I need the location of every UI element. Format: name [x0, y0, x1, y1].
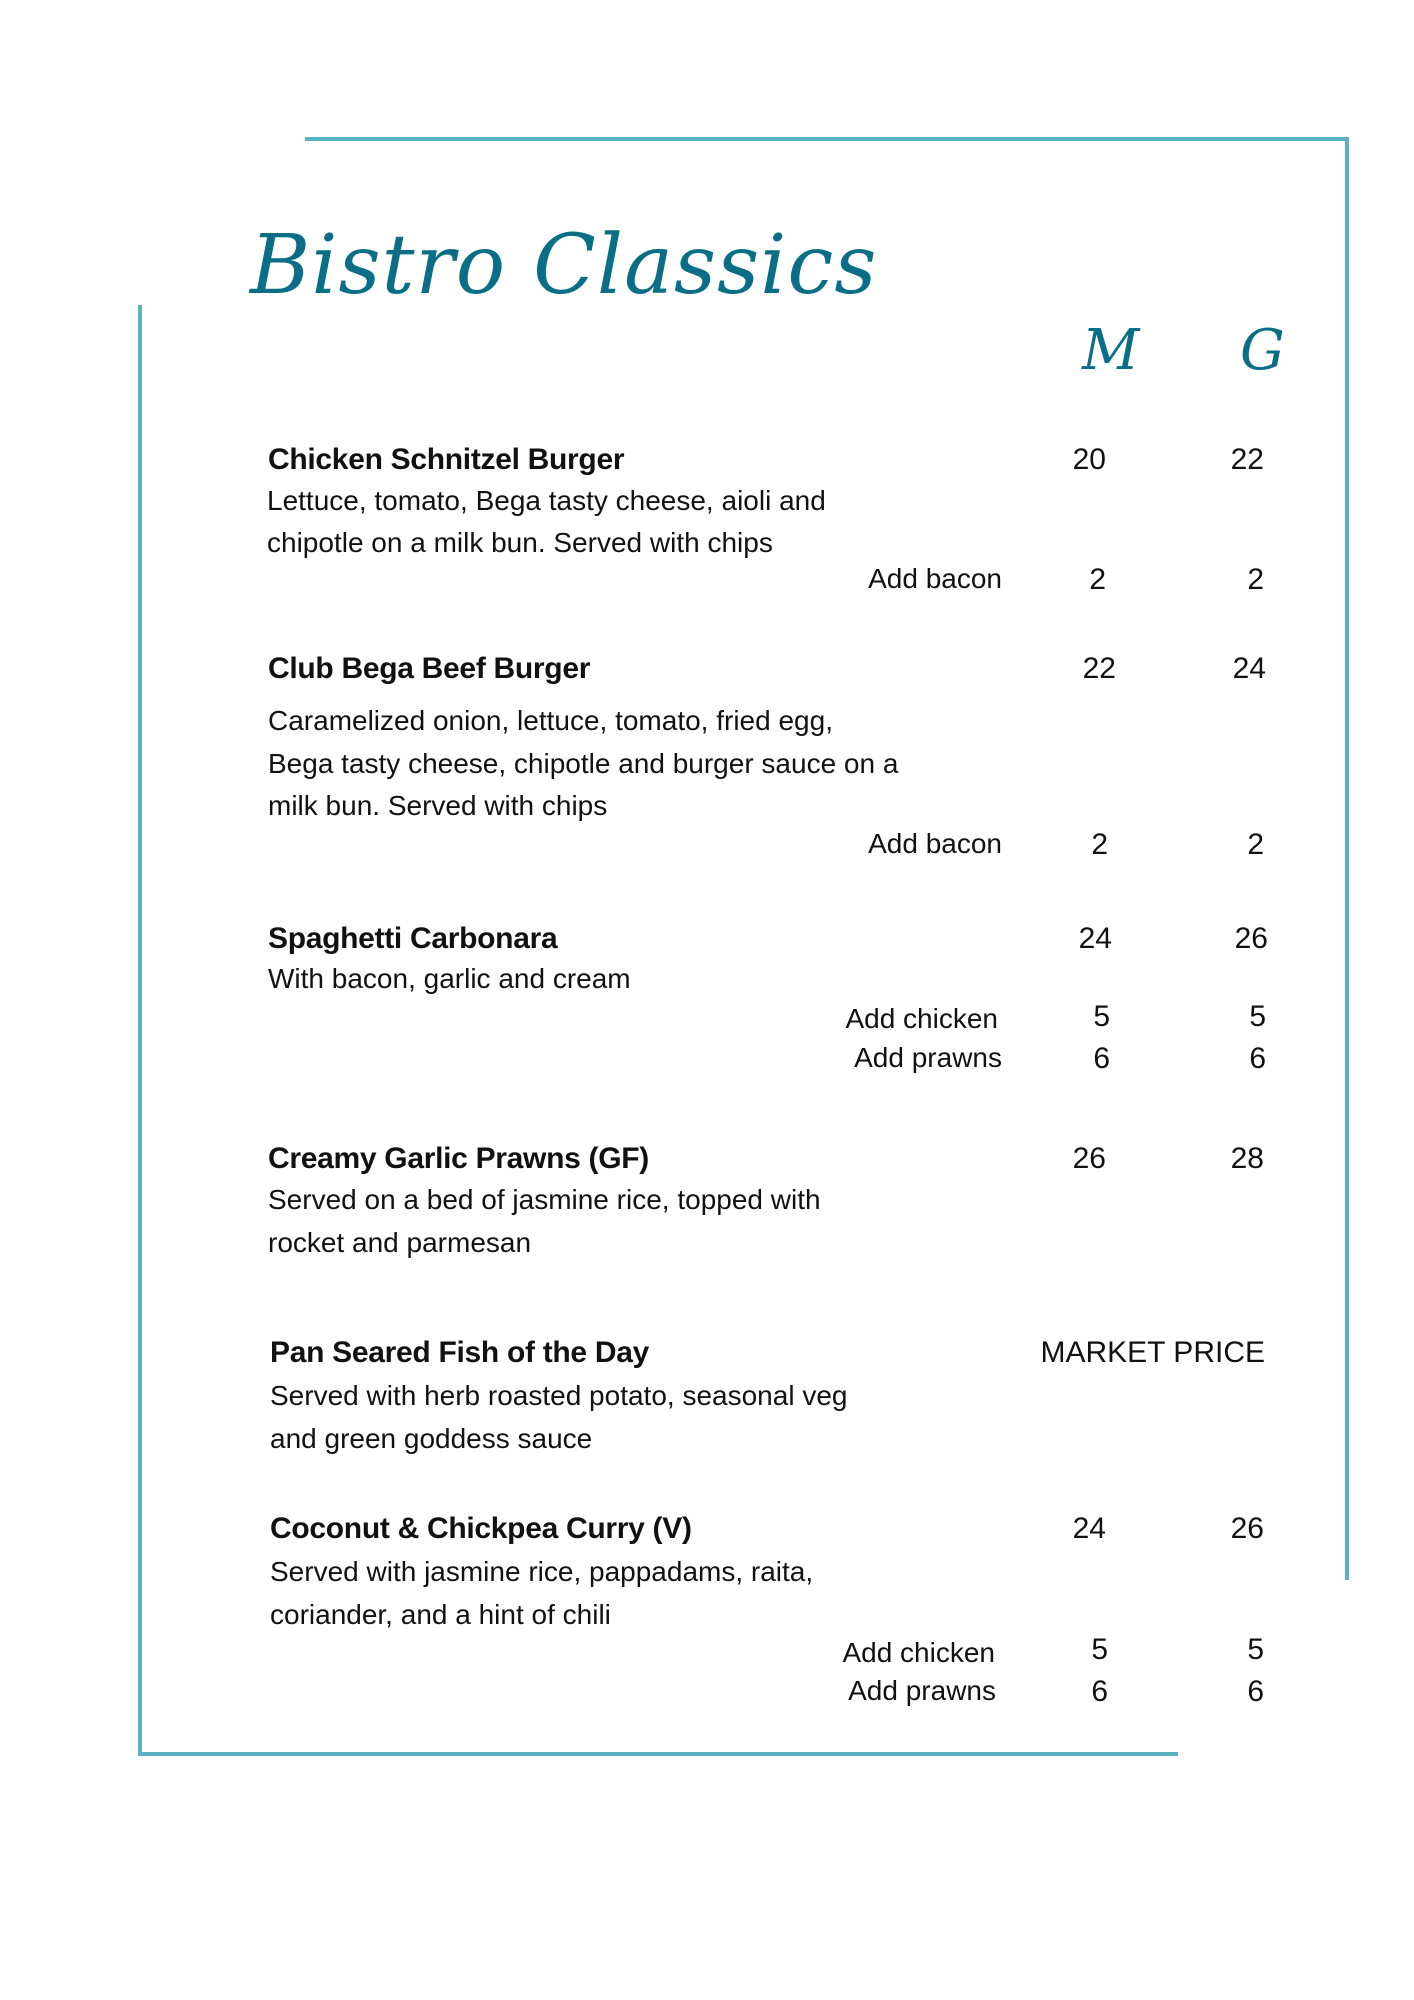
- addon-price-g: 5: [1247, 1633, 1264, 1666]
- item-desc-line: chipotle on a milk bun. Served with chips: [267, 527, 773, 558]
- item-desc-line: Served with jasmine rice, pappadams, raita,: [270, 1556, 814, 1587]
- item-desc-line: coriander, and a hint of chili: [270, 1599, 611, 1630]
- item-desc-line: and green goddess sauce: [270, 1423, 593, 1454]
- item-price-g: 28: [1230, 1142, 1264, 1175]
- addon-label: Add chicken: [842, 1637, 995, 1668]
- addon-price-m: 6: [1091, 1675, 1108, 1708]
- addon-price-m: 5: [1093, 1000, 1110, 1033]
- addon-price-m: 2: [1091, 828, 1108, 861]
- item-desc-line: With bacon, garlic and cream: [268, 963, 631, 994]
- item-market-price: MARKET PRICE: [1040, 1336, 1265, 1369]
- item-name: Club Bega Beef Burger: [268, 652, 591, 685]
- frame-right-line: [1345, 137, 1349, 1580]
- frame-bottom-line: [138, 1752, 1178, 1756]
- addon-price-m: 2: [1089, 563, 1106, 596]
- addon-label: Add bacon: [868, 563, 1002, 594]
- item-desc-line: rocket and parmesan: [268, 1227, 532, 1258]
- item-name: Spaghetti Carbonara: [268, 922, 558, 955]
- page-title: Bistro Classics: [250, 218, 878, 313]
- addon-label: Add prawns: [854, 1042, 1002, 1073]
- item-price-g: 26: [1234, 922, 1268, 955]
- addon-price-g: 2: [1247, 828, 1264, 861]
- addon-price-g: 2: [1247, 563, 1264, 596]
- addon-price-g: 6: [1249, 1042, 1266, 1075]
- item-price-g: 24: [1232, 652, 1266, 685]
- item-price-g: 22: [1230, 443, 1264, 476]
- item-desc-line: Bega tasty cheese, chipotle and burger sauce on a: [268, 748, 899, 779]
- column-header-g: G: [1240, 318, 1285, 383]
- item-name: Coconut & Chickpea Curry (V): [270, 1512, 692, 1545]
- addon-label: Add prawns: [848, 1675, 996, 1706]
- item-price-m: 24: [1072, 1512, 1106, 1545]
- addon-price-g: 5: [1249, 1000, 1266, 1033]
- item-price-m: 26: [1072, 1142, 1106, 1175]
- addon-price-m: 6: [1093, 1042, 1110, 1075]
- item-desc-line: Lettuce, tomato, Bega tasty cheese, aioli and: [267, 485, 826, 516]
- addon-label: Add bacon: [868, 828, 1002, 859]
- addon-price-g: 6: [1247, 1675, 1264, 1708]
- column-header-m: M: [1082, 318, 1140, 383]
- item-name: Creamy Garlic Prawns (GF): [268, 1142, 649, 1175]
- addon-label: Add chicken: [845, 1003, 998, 1034]
- item-desc-line: milk bun. Served with chips: [268, 790, 608, 821]
- item-desc-line: Served with herb roasted potato, seasonal veg: [270, 1380, 848, 1411]
- item-price-m: 24: [1078, 922, 1112, 955]
- item-name: Pan Seared Fish of the Day: [270, 1336, 649, 1369]
- item-price-m: 20: [1072, 443, 1106, 476]
- item-price-m: 22: [1082, 652, 1116, 685]
- frame-left-line: [138, 305, 142, 1756]
- addon-price-m: 5: [1091, 1633, 1108, 1666]
- item-price-g: 26: [1230, 1512, 1264, 1545]
- item-desc-line: Served on a bed of jasmine rice, topped with: [268, 1184, 821, 1215]
- item-name: Chicken Schnitzel Burger: [268, 443, 625, 476]
- item-desc-line: Caramelized onion, lettuce, tomato, fried egg,: [268, 705, 833, 736]
- frame-top-line: [305, 137, 1349, 141]
